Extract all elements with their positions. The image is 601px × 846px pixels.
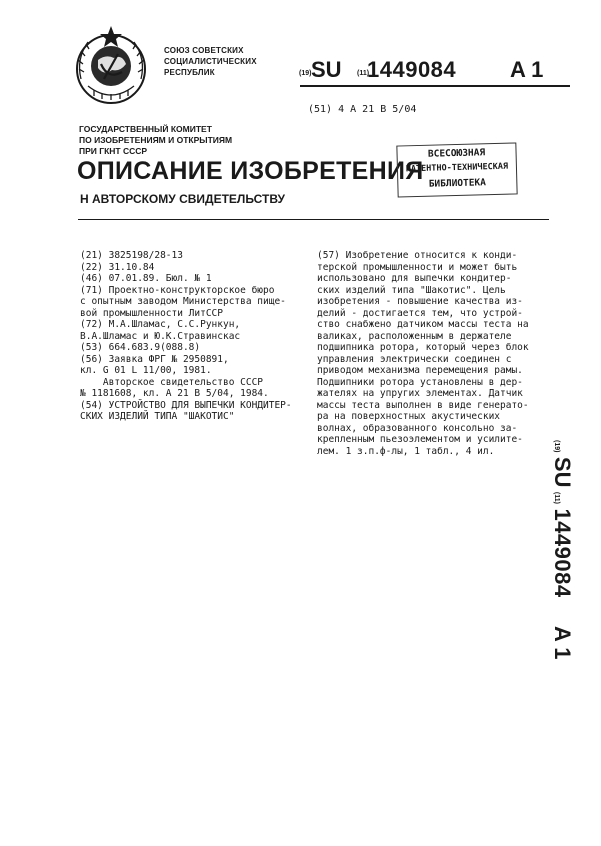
ipc-classification: (51) 4 A 21 B 5/04 (308, 104, 417, 115)
library-stamp (396, 142, 517, 197)
stamp-line-2: ПАТЕНТНО-ТЕХНИЧЕСКАЯ (405, 161, 509, 175)
biblio-line: (54) УСТРОЙСТВО ДЛЯ ВЫПЕЧКИ КОНДИТЕР- (80, 399, 292, 411)
ussr-emblem-icon (68, 24, 154, 110)
abstract-line: изобретения - повышение качества из- (317, 296, 523, 307)
biblio-line: (72) М.А.Шламас, С.С.Рункун, (80, 319, 241, 330)
patent-number: 1449084 (367, 57, 457, 82)
biblio-line: вой промышленности ЛитССР (80, 307, 223, 319)
biblio-line: Авторское свидетельство СССР (80, 376, 264, 388)
biblio-line: (22) 31.10.84 (80, 261, 155, 273)
union-line-3: РЕСПУБЛИК (164, 68, 215, 77)
abstract-line: ра на поверхностных акустических (317, 411, 501, 422)
header-rule (300, 85, 570, 87)
side-number-code-label: (11) (553, 491, 560, 504)
title-rule (78, 219, 549, 220)
number-code-label: (11) (357, 70, 370, 77)
biblio-line: кл. G 01 L 11/00, 1981. (80, 365, 212, 376)
abstract-line: ство снабжено датчиком массы теста на (317, 319, 529, 330)
document-subtitle: Н АВТОРСКОМУ СВИДЕТЕЛЬСТВУ (80, 192, 286, 206)
country-code: SU (311, 57, 342, 82)
stamp-line-3: БИБЛИОТЕКА (428, 177, 487, 190)
abstract-line: делий - достигается тем, что устрой- (317, 307, 523, 319)
abstract-line: волнах, образованного консольно за- (317, 422, 518, 434)
abstract-line: крепленным пьезоэлементом и усилите- (317, 434, 523, 445)
abstract-line: терской промышленности и может быть (317, 261, 518, 273)
abstract-line: (57) Изобретение относится к конди- (317, 250, 518, 261)
bibliographic-data (80, 250, 292, 423)
abstract-line: жателях на упругих элементах. Датчик (317, 388, 523, 399)
biblio-line: с опытным заводом Министерства пище- (80, 296, 286, 307)
abstract-line: приводом механизма перемещения рамы. (317, 365, 523, 376)
biblio-line: (21) 3825198/28-13 (80, 250, 183, 261)
abstract-line: лем. 1 з.п.ф-лы, 1 табл., 4 ил. (317, 445, 495, 457)
abstract-line: ских изделий типа "Шакотис". Цель (317, 284, 506, 296)
side-kind: A 1 (550, 626, 575, 660)
side-number: 1449084 (550, 508, 575, 598)
union-line-2: СОЦИАЛИСТИЧЕСКИХ (164, 57, 257, 66)
document-title: ОПИСАНИЕ ИЗОБРЕТЕНИЯ (77, 157, 424, 185)
side-country-code-label: (19) (553, 440, 560, 453)
abstract-line: управления электрически соединен с (317, 353, 512, 365)
biblio-line: В.А.Шламас и Ю.К.Стравинскас (80, 330, 241, 342)
abstract-line: Подшипники ротора установлены в дер- (317, 376, 523, 388)
biblio-line: № 1181608, кл. А 21 В 5/04, 1984. (80, 388, 269, 399)
biblio-line: СКИХ ИЗДЕЛИЙ ТИПА "ШАКОТИС" (80, 411, 235, 422)
committee-line-3: ПРИ ГКНТ СССР (79, 146, 148, 156)
biblio-line: (46) 07.01.89. Бюл. № 1 (80, 273, 212, 284)
abstract-line: массы теста выполнен в виде генерато- (317, 399, 529, 411)
stamp-line-1: ВСЕСОЮЗНАЯ (427, 147, 486, 160)
abstract-line: подшипника ротора, который через блок (317, 342, 529, 353)
committee-line-1: ГОСУДАРСТВЕННЫЙ КОМИТЕТ (79, 124, 212, 134)
side-country-code: SU (550, 456, 575, 488)
country-code-label: (19) (299, 70, 312, 77)
biblio-line: (53) 664.683.9(088.8) (80, 342, 201, 353)
union-line-1: СОЮЗ СОВЕТСКИХ (164, 46, 244, 55)
committee-line-2: ПО ИЗОБРЕТЕНИЯМ И ОТКРЫТИЯМ (79, 135, 233, 145)
abstract-line: использовано для выпечки кондитер- (317, 273, 512, 284)
abstract-line: валиках, расположенным в держателе (317, 330, 512, 342)
abstract-text (317, 250, 529, 457)
side-patent-number (549, 440, 575, 680)
biblio-line: (71) Проектно-конструкторское бюро (80, 284, 275, 296)
biblio-line: (56) Заявка ФРГ № 2950891, (80, 353, 229, 365)
document-kind: A 1 (510, 57, 544, 82)
